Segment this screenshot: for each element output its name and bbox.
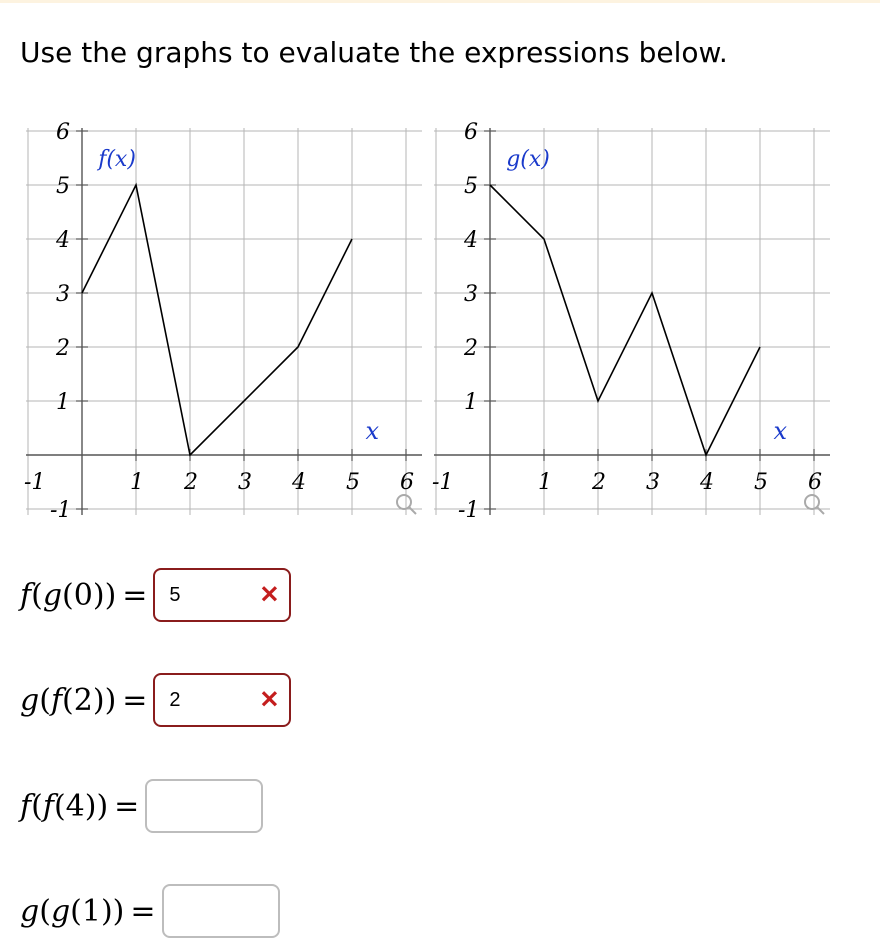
function-curve [82, 185, 352, 455]
x-tick-label: 1 [130, 470, 144, 495]
x-tick-label: -1 [24, 470, 46, 495]
function-curve [490, 185, 760, 455]
y-tick-label: 4 [464, 228, 478, 253]
y-tick-label: 3 [464, 282, 478, 307]
incorrect-icon: ✕ [259, 686, 280, 714]
y-tick-label: 6 [56, 120, 70, 145]
answer-value: 5 [169, 583, 181, 606]
function-label: g(x) [506, 147, 550, 173]
question-row-2 [20, 670, 291, 730]
x-tick-label: 6 [400, 470, 414, 495]
equals-sign: = [122, 682, 148, 718]
x-tick-label: 5 [346, 470, 360, 495]
answer-input-1[interactable] [153, 568, 291, 622]
x-tick-label: 3 [646, 470, 660, 495]
y-tick-label: 1 [464, 390, 478, 415]
y-tick-label: -1 [458, 498, 480, 523]
graph-f [20, 120, 430, 523]
answer-input-2[interactable] [153, 673, 291, 727]
graph-g [428, 120, 838, 523]
x-tick-label: 1 [538, 470, 552, 495]
y-tick-label: 4 [56, 228, 70, 253]
equals-sign: = [122, 577, 148, 613]
x-tick-label: 5 [754, 470, 768, 495]
expression-2: g(f(2)) [20, 682, 117, 718]
x-tick-label: 2 [184, 470, 198, 495]
x-tick-label: -1 [432, 470, 454, 495]
y-tick-label: 3 [56, 282, 70, 307]
question-prompt: Use the graphs to evaluate the expressions below. [20, 36, 728, 69]
x-tick-label: 3 [238, 470, 252, 495]
question-row-3 [20, 776, 263, 836]
y-tick-label: 1 [56, 390, 70, 415]
y-tick-label: -1 [50, 498, 72, 523]
incorrect-icon: ✕ [259, 581, 280, 609]
x-tick-label: 6 [808, 470, 822, 495]
equals-sign: = [130, 893, 156, 929]
x-tick-label: 4 [292, 470, 306, 495]
y-tick-label: 5 [56, 174, 70, 199]
expression-1: f(g(0)) [20, 577, 117, 613]
question-row-1 [20, 565, 291, 625]
y-tick-label: 2 [56, 336, 70, 361]
x-tick-label: 2 [592, 470, 606, 495]
answer-value: 2 [169, 688, 181, 711]
y-tick-label: 2 [464, 336, 478, 361]
expression-4: g(g(1)) [20, 893, 125, 929]
answer-input-4[interactable] [162, 884, 280, 938]
question-row-4 [20, 881, 280, 941]
answer-input-3[interactable] [145, 779, 263, 833]
equals-sign: = [114, 788, 140, 824]
x-tick-label: 4 [700, 470, 714, 495]
top-accent-bar [0, 0, 880, 3]
expression-3: f(f(4)) [20, 788, 109, 824]
function-label: f(x) [98, 147, 136, 173]
y-tick-label: 6 [464, 120, 478, 145]
x-axis-label: x [365, 417, 380, 445]
x-axis-label: x [773, 417, 788, 445]
y-tick-label: 5 [464, 174, 478, 199]
